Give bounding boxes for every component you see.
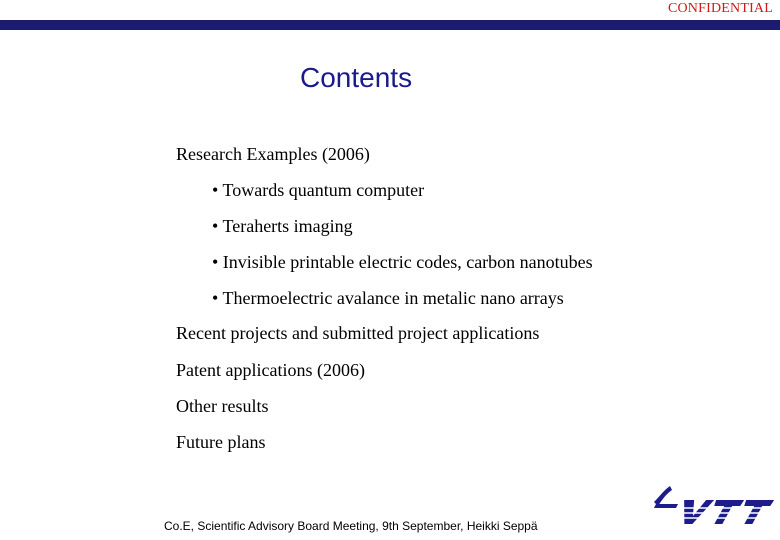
contents-item: Patent applications (2006): [176, 360, 365, 380]
contents-item: Other results: [176, 396, 269, 416]
contents-subitem: • Teraherts imaging: [212, 216, 353, 236]
contents-subitem: • Thermoelectric avalance in metalic nano arrays: [212, 288, 564, 308]
contents-item: Recent projects and submitted project applications: [176, 323, 540, 343]
slide-title: Contents: [300, 62, 413, 93]
contents-item: Research Examples (2006): [176, 144, 370, 164]
confidential-label: CONFIDENTIAL: [667, 1, 773, 16]
contents-subitem: • Invisible printable electric codes, carbon nanotubes: [212, 252, 593, 272]
header-bar: [0, 20, 780, 30]
contents-item: Future plans: [176, 432, 266, 452]
vtt-logo-icon: [648, 482, 776, 528]
contents-subitem: • Towards quantum computer: [212, 180, 425, 200]
footer-text: Co.E, Scientific Advisory Board Meeting, 9th September, Heikki Seppä: [164, 519, 538, 533]
vtt-logo: [648, 482, 776, 528]
